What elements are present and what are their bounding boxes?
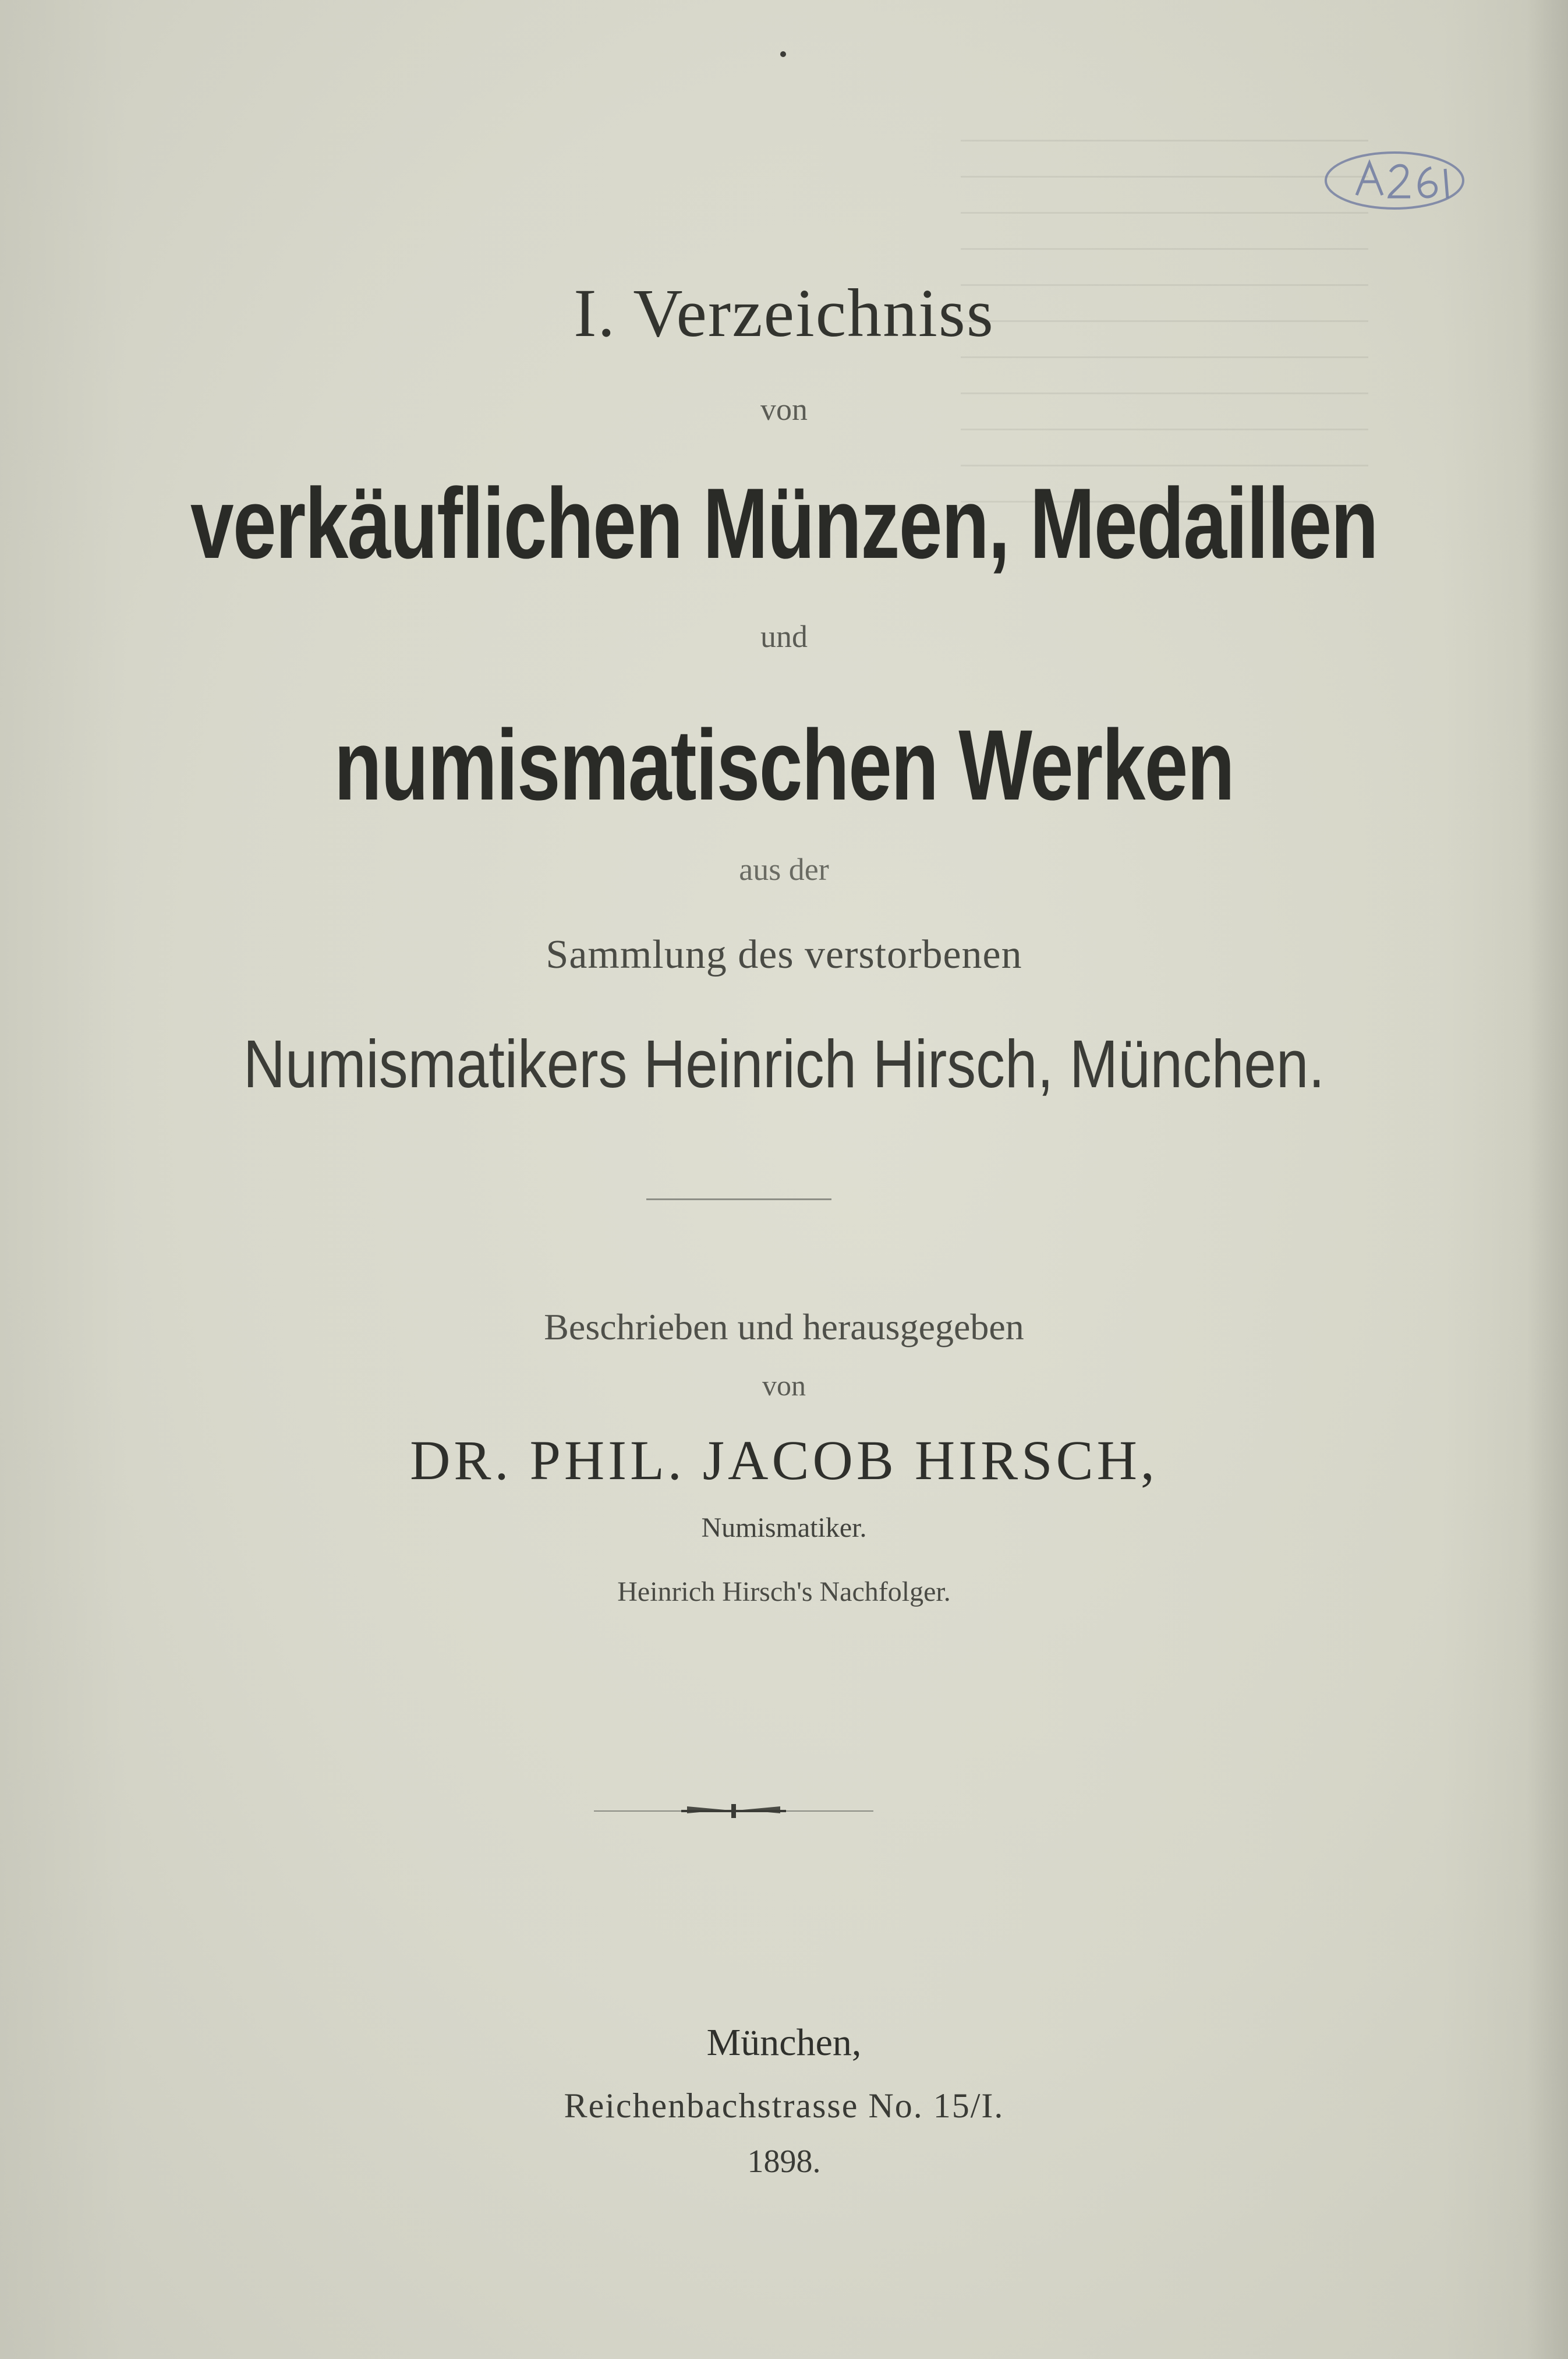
ornament-divider — [594, 1799, 873, 1823]
connector-und: und — [760, 619, 808, 654]
imprint-address: Reichenbachstrasse No. 15/I. — [564, 2086, 1004, 2125]
catalogue-number-heading: I. Verzeichniss — [574, 275, 994, 351]
connector-von-author: von — [762, 1369, 806, 1402]
author-role: Numismatiker. — [701, 1512, 867, 1543]
imprint-city: München, — [706, 2021, 862, 2064]
connector-aus-der: aus der — [739, 852, 829, 887]
divider-rule — [646, 1198, 831, 1200]
author-name: DR. PHIL. JACOB HIRSCH, — [410, 1429, 1158, 1491]
imprint-year: 1898. — [747, 2144, 821, 2180]
credit-line: Beschrieben und herausgegeben — [544, 1306, 1024, 1348]
ink-speck — [780, 51, 786, 57]
subtitle-collection: Sammlung des verstorbenen — [546, 932, 1022, 977]
connector-von: von — [760, 392, 808, 427]
subtitle-collector: Numismatikers Heinrich Hirsch, München. — [243, 1026, 1325, 1102]
handwritten-stamp-mark — [1322, 146, 1467, 215]
main-title-line-1: verkäuflichen Münzen, Medaillen — [190, 468, 1378, 579]
page-edge-shadow — [1527, 0, 1568, 2359]
main-title-line-2: numismatischen Werken — [334, 709, 1234, 821]
author-successor: Heinrich Hirsch's Nachfolger. — [617, 1576, 951, 1607]
